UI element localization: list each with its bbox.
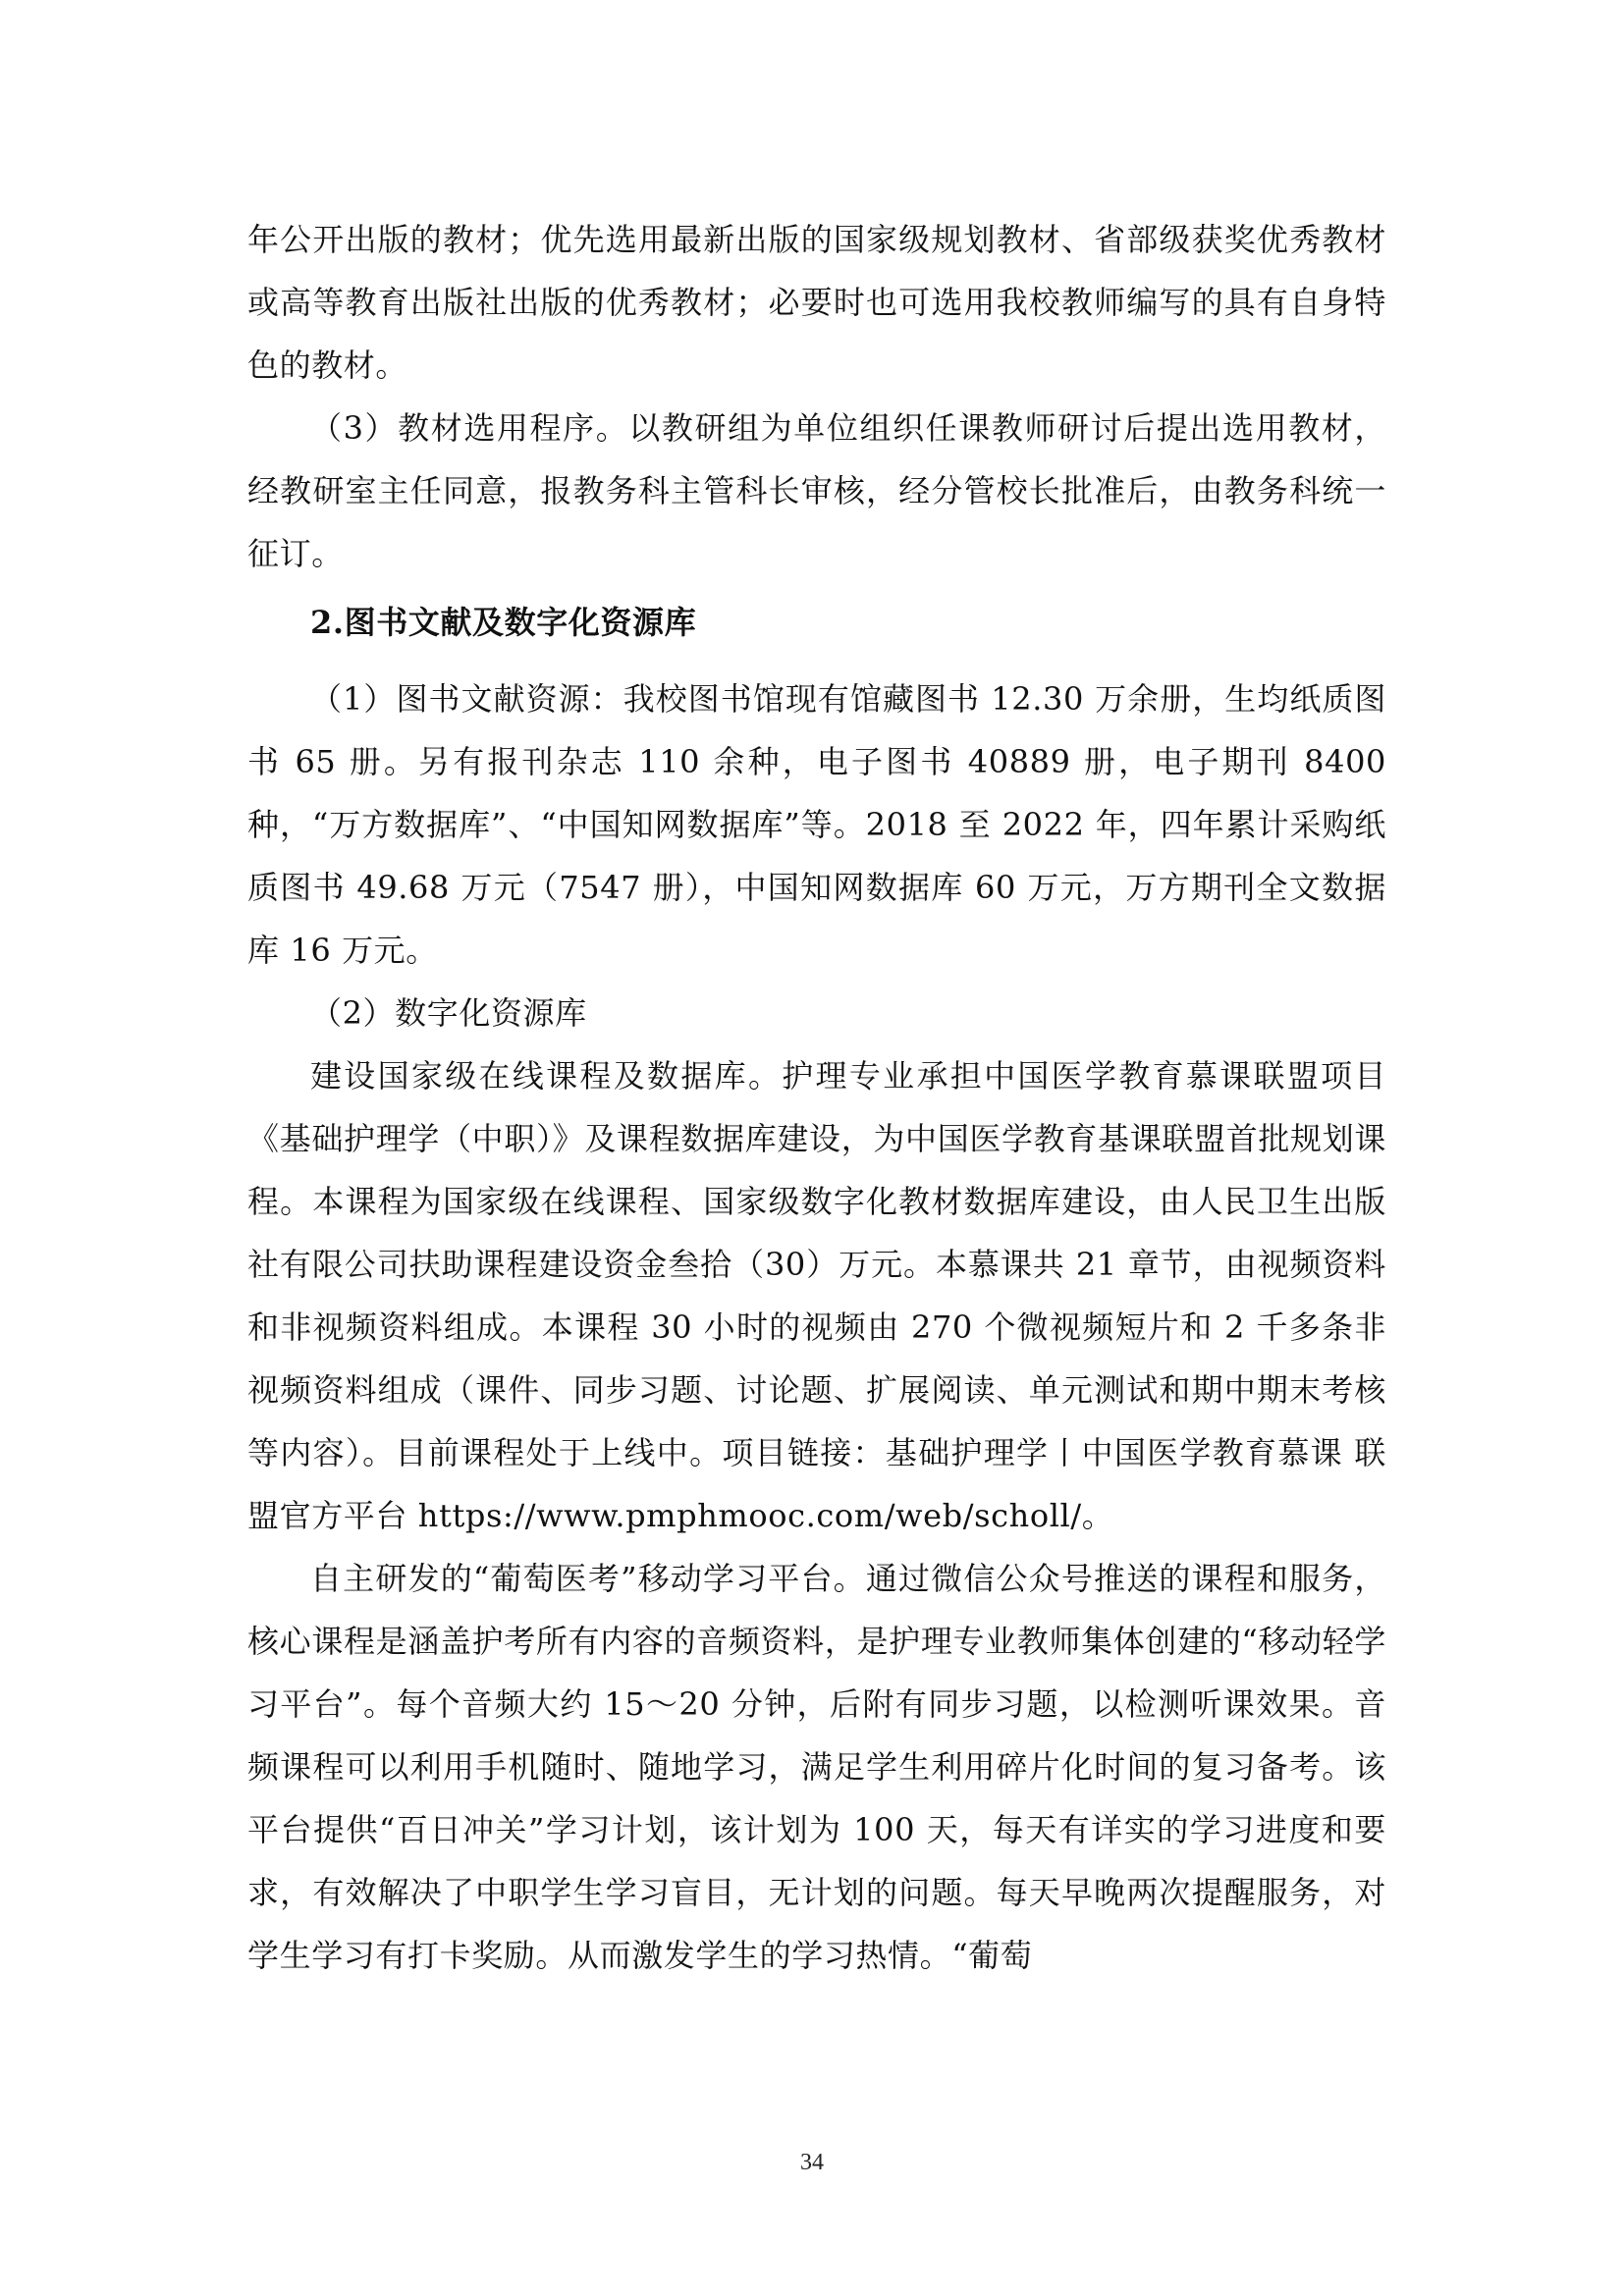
page-number: 34 [800,2150,824,2175]
paragraph-library-resources: （1）图书文献资源：我校图书馆现有馆藏图书 12.30 万余册，生均纸质图书 65 册。另有报刊杂志 110 余种，电子图书 40889 册，电子期刊 8400 种，“万方数据库”、“中国知网数据库”等。2018 至 2022 年，四年累计采购纸质图书 49.68 万元（7547 册），中国知网数据库 60 万元，万方期刊全文数据库 16 万元。 [247,680,1386,969]
section-heading-library-resources: 2.图书文献及数字化资源库 [310,604,697,641]
page-content [247,208,1386,1987]
paragraph-national-online-course: 建设国家级在线课程及数据库。护理专业承担中国医学教育慕课联盟项目《基础护理学（中职）》及课程数据库建设，为中国医学教育基课联盟首批规划课程。本课程为国家级在线课程、国家级数字化教材数据库建设，由人民卫生出版社有限公司扶助课程建设资金叁拾（30）万元。本慕课共 21 章节，由视频资料和非视频资料组成。本课程 30 小时的视频由 270 个微视频短片和 2 千多条非视频资料组成（课件、同步习题、讨论题、扩展阅读、单元测试和期中期末考核等内容）。目前课程处于上线中。项目链接：基础护理学丨中国医学教育慕课 联盟官方平台 https://www.pmphmooc.com/web/scholl/。 [247,1057,1386,1534]
paragraph-mobile-learning-platform: 自主研发的“葡萄医考”移动学习平台。通过微信公众号推送的课程和服务，核心课程是涵盖护考所有内容的音频资料，是护理专业教师集体创建的“移动轻学习平台”。每个音频大约 15～20 分钟，后附有同步习题，以检测听课效果。音频课程可以利用手机随时、随地学习，满足学生利用碎片化时间的复习备考。该平台提供“百日冲关”学习计划，该计划为 100 天，每天有详实的学习进度和要求，有效解决了中职学生学习盲目，无计划的问题。每天早晚两次提醒服务，对学生学习有打卡奖励。从而激发学生的学习热情。“葡萄 [247,1560,1386,1974]
paragraph-textbook-selection-procedure: （3）教材选用程序。以教研组为单位组织任课教师研讨后提出选用教材，经教研室主任同意，报教务科主管科长审核，经分管校长批准后，由教务科统一征订。 [247,409,1386,572]
paragraph-digital-resources-title: （2）数字化资源库 [310,994,587,1032]
paragraph-textbook-selection-continued: 年公开出版的教材；优先选用最新出版的国家级规划教材、省部级获奖优秀教材或高等教育出版社出版的优秀教材；必要时也可选用我校教师编写的具有自身特色的教材。 [247,221,1386,384]
